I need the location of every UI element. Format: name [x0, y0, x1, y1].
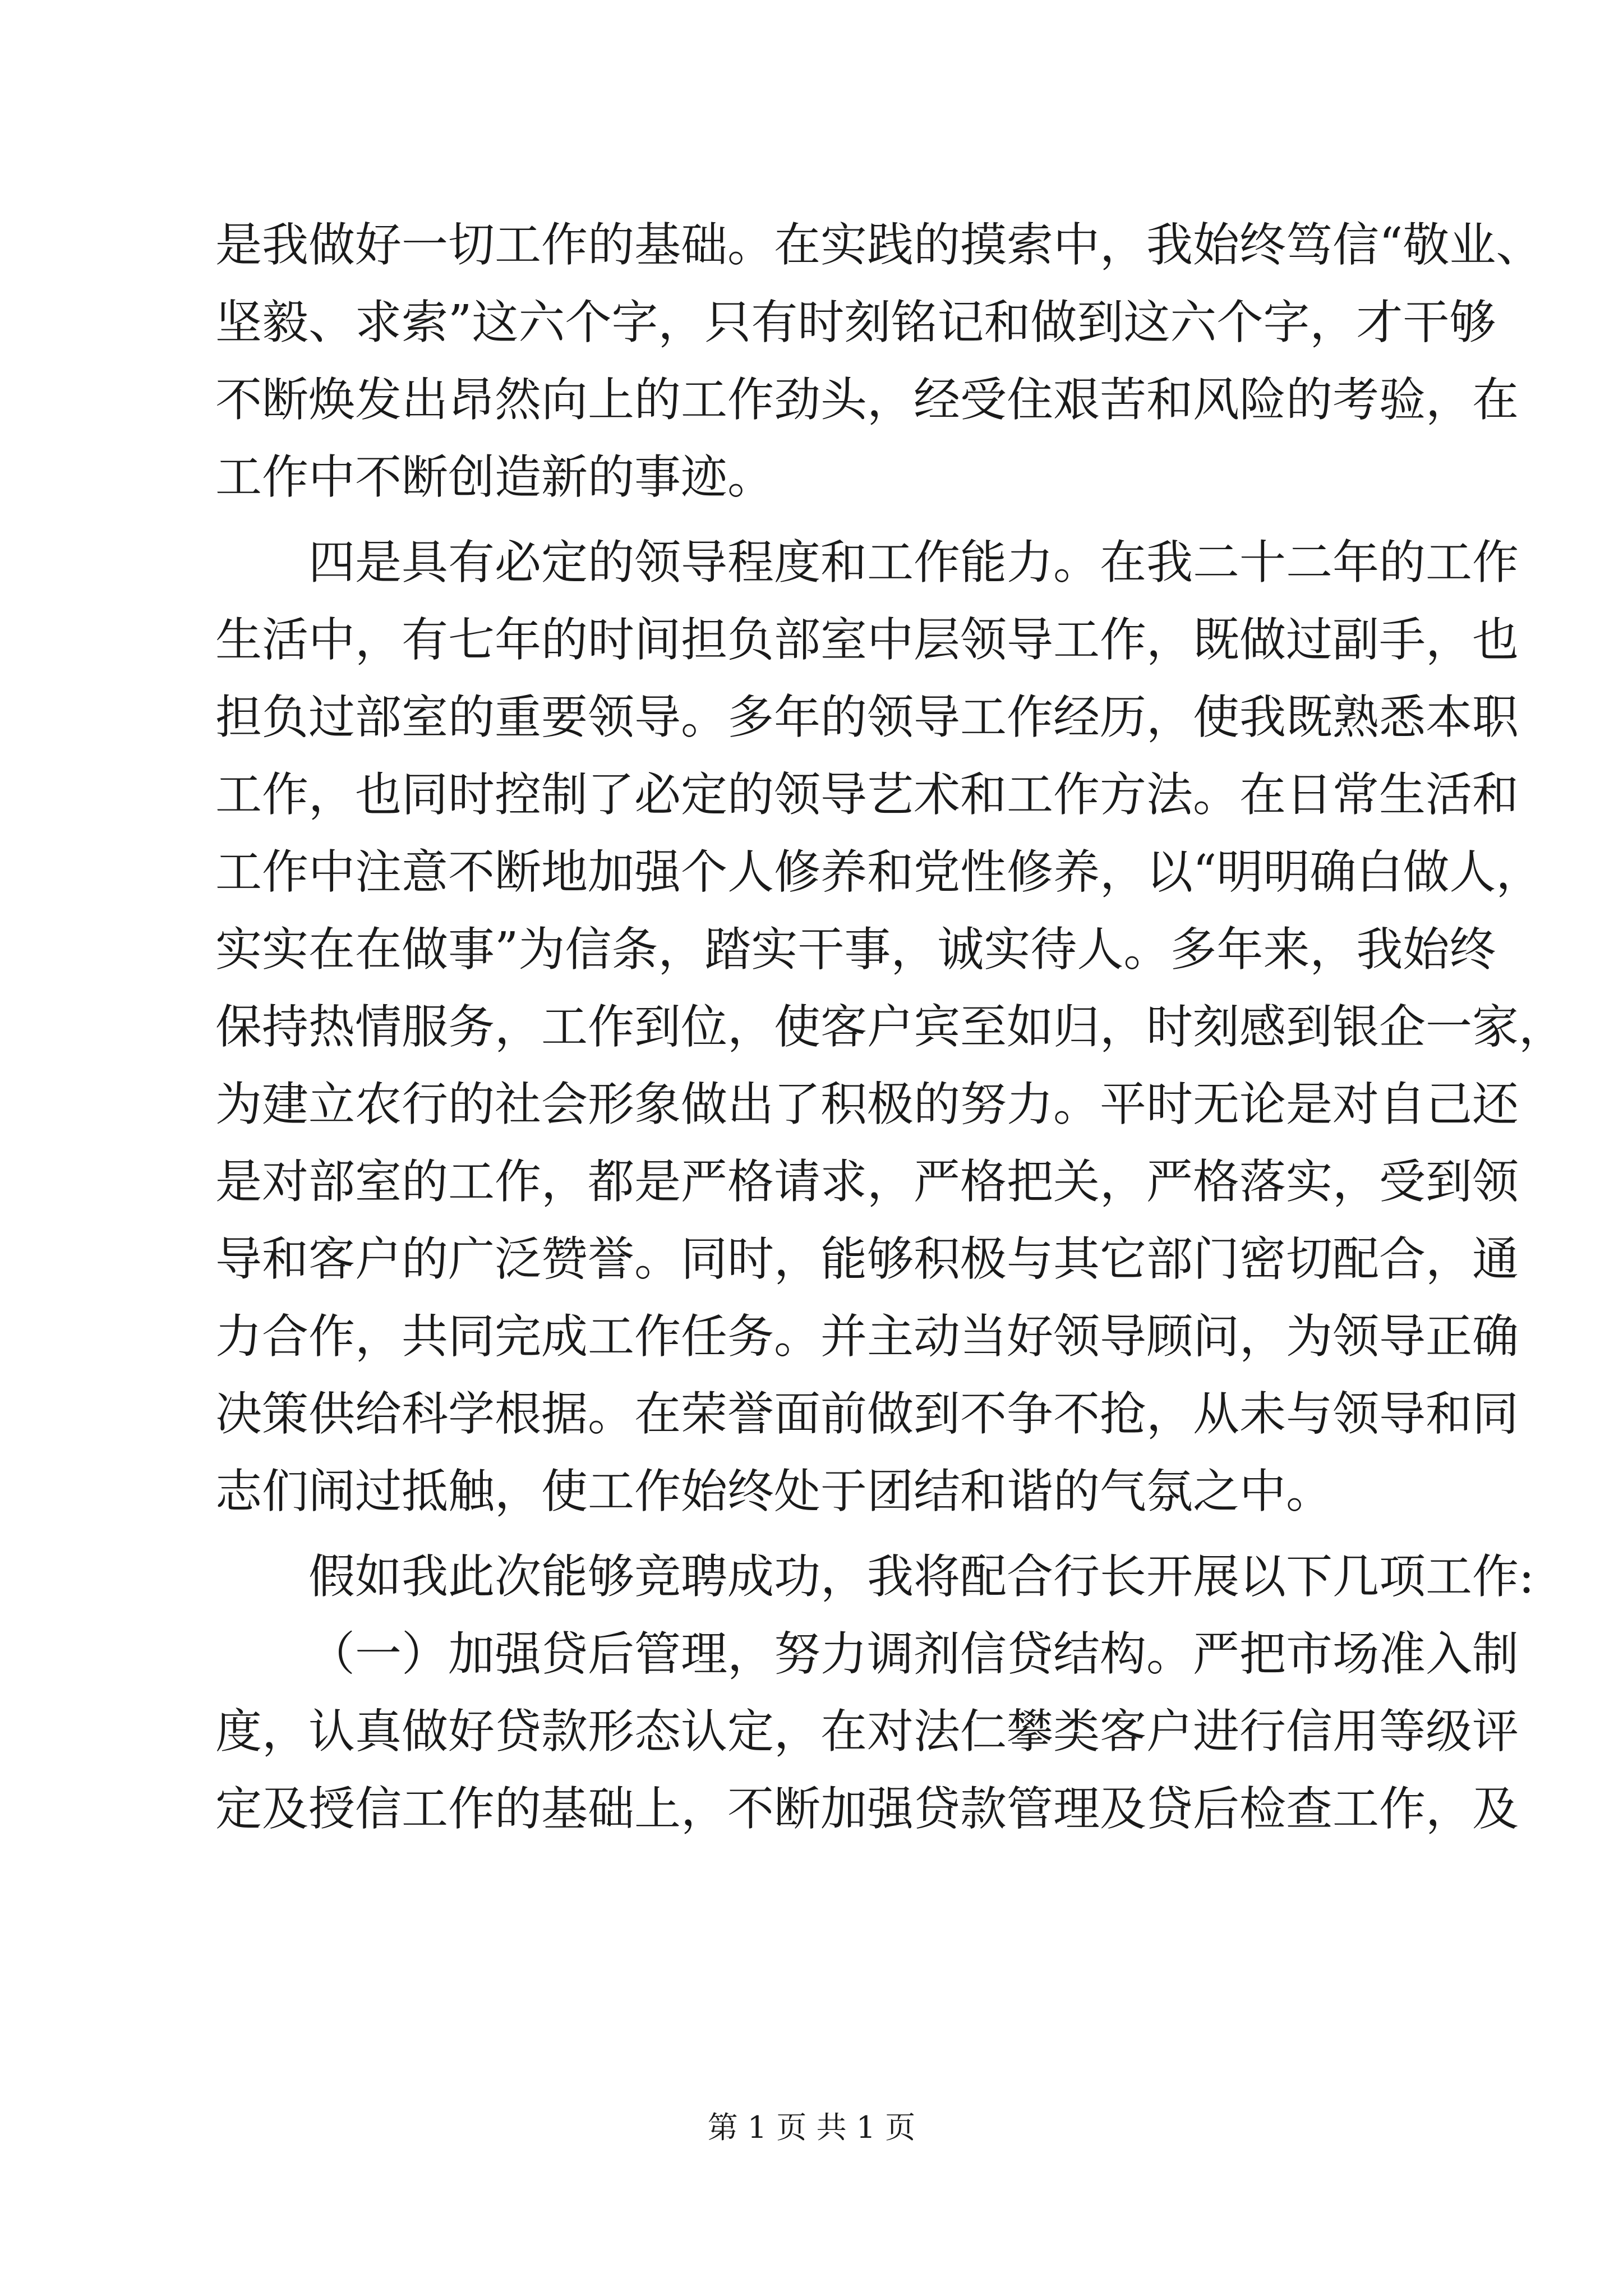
text-line: 是对部室的工作，都是严格请求，严格把关，严格落实，受到领 — [215, 1154, 1519, 1209]
paragraph-gap — [215, 1530, 1419, 1538]
document-body — [215, 206, 1565, 1848]
text-line: 保持热情服务，工作到位，使客户宾至如归，时刻感到银企一家， — [215, 1000, 1565, 1054]
page-footer: 第 1 页 共 1 页 — [707, 2110, 916, 2145]
text-line: 工作中注意不断地加强个人修养和党性修养，以“明明确白做人， — [215, 845, 1543, 899]
text-line: 四是具有必定的领导程度和工作能力。在我二十二年的工作 — [308, 535, 1519, 590]
text-line: 志们闹过抵触，使工作始终处于团结和谐的气氛之中。 — [215, 1464, 1332, 1519]
text-line: 坚毅、求索”这六个字，只有时刻铭记和做到这六个字，才干够 — [215, 295, 1496, 349]
text-line: 决策供给科学根据。在荣誉面前做到不争不抢，从未与领导和同 — [215, 1387, 1519, 1441]
text-line: 力合作，共同完成工作任务。并主动当好领导顾问，为领导正确 — [215, 1309, 1519, 1364]
text-line: 为建立农行的社会形象做出了积极的努力。平时无论是对自己还 — [215, 1077, 1519, 1131]
text-line: 假如我此次能够竞聘成功，我将配合行长开展以下几项工作: — [308, 1549, 1534, 1604]
text-line: （一）加强贷后管理，努力调剂信贷结构。严把市场准入制 — [308, 1627, 1519, 1681]
text-line: 定及授信工作的基础上，不断加强贷款管理及贷后检查工作，及 — [215, 1782, 1519, 1836]
text-line: 实实在在做事”为信条，踏实干事，诚实待人。多年来，我始终 — [215, 922, 1496, 977]
text-line: 是我做好一切工作的基础。在实践的摸索中，我始终笃信“敬业、 — [215, 218, 1543, 272]
text-line: 担负过部室的重要领导。多年的领导工作经历，使我既熟悉本职 — [215, 690, 1519, 744]
text-line: 导和客户的广泛赞誉。同时，能够积极与其它部门密切配合，通 — [215, 1232, 1519, 1286]
text-line: 不断焕发出昂然向上的工作劲头，经受住艰苦和风险的考验，在 — [215, 372, 1519, 427]
text-line: 度，认真做好贷款形态认定，在对法仁攀类客户进行信用等级评 — [215, 1704, 1519, 1759]
text-line: 工作中不断创造新的事迹。 — [215, 450, 774, 504]
text-line: 工作，也同时控制了必定的领导艺术和工作方法。在日常生活和 — [215, 767, 1519, 822]
text-line: 生活中，有七年的时间担负部室中层领导工作，既做过副手，也 — [215, 613, 1519, 667]
paragraph-gap — [215, 516, 1419, 524]
